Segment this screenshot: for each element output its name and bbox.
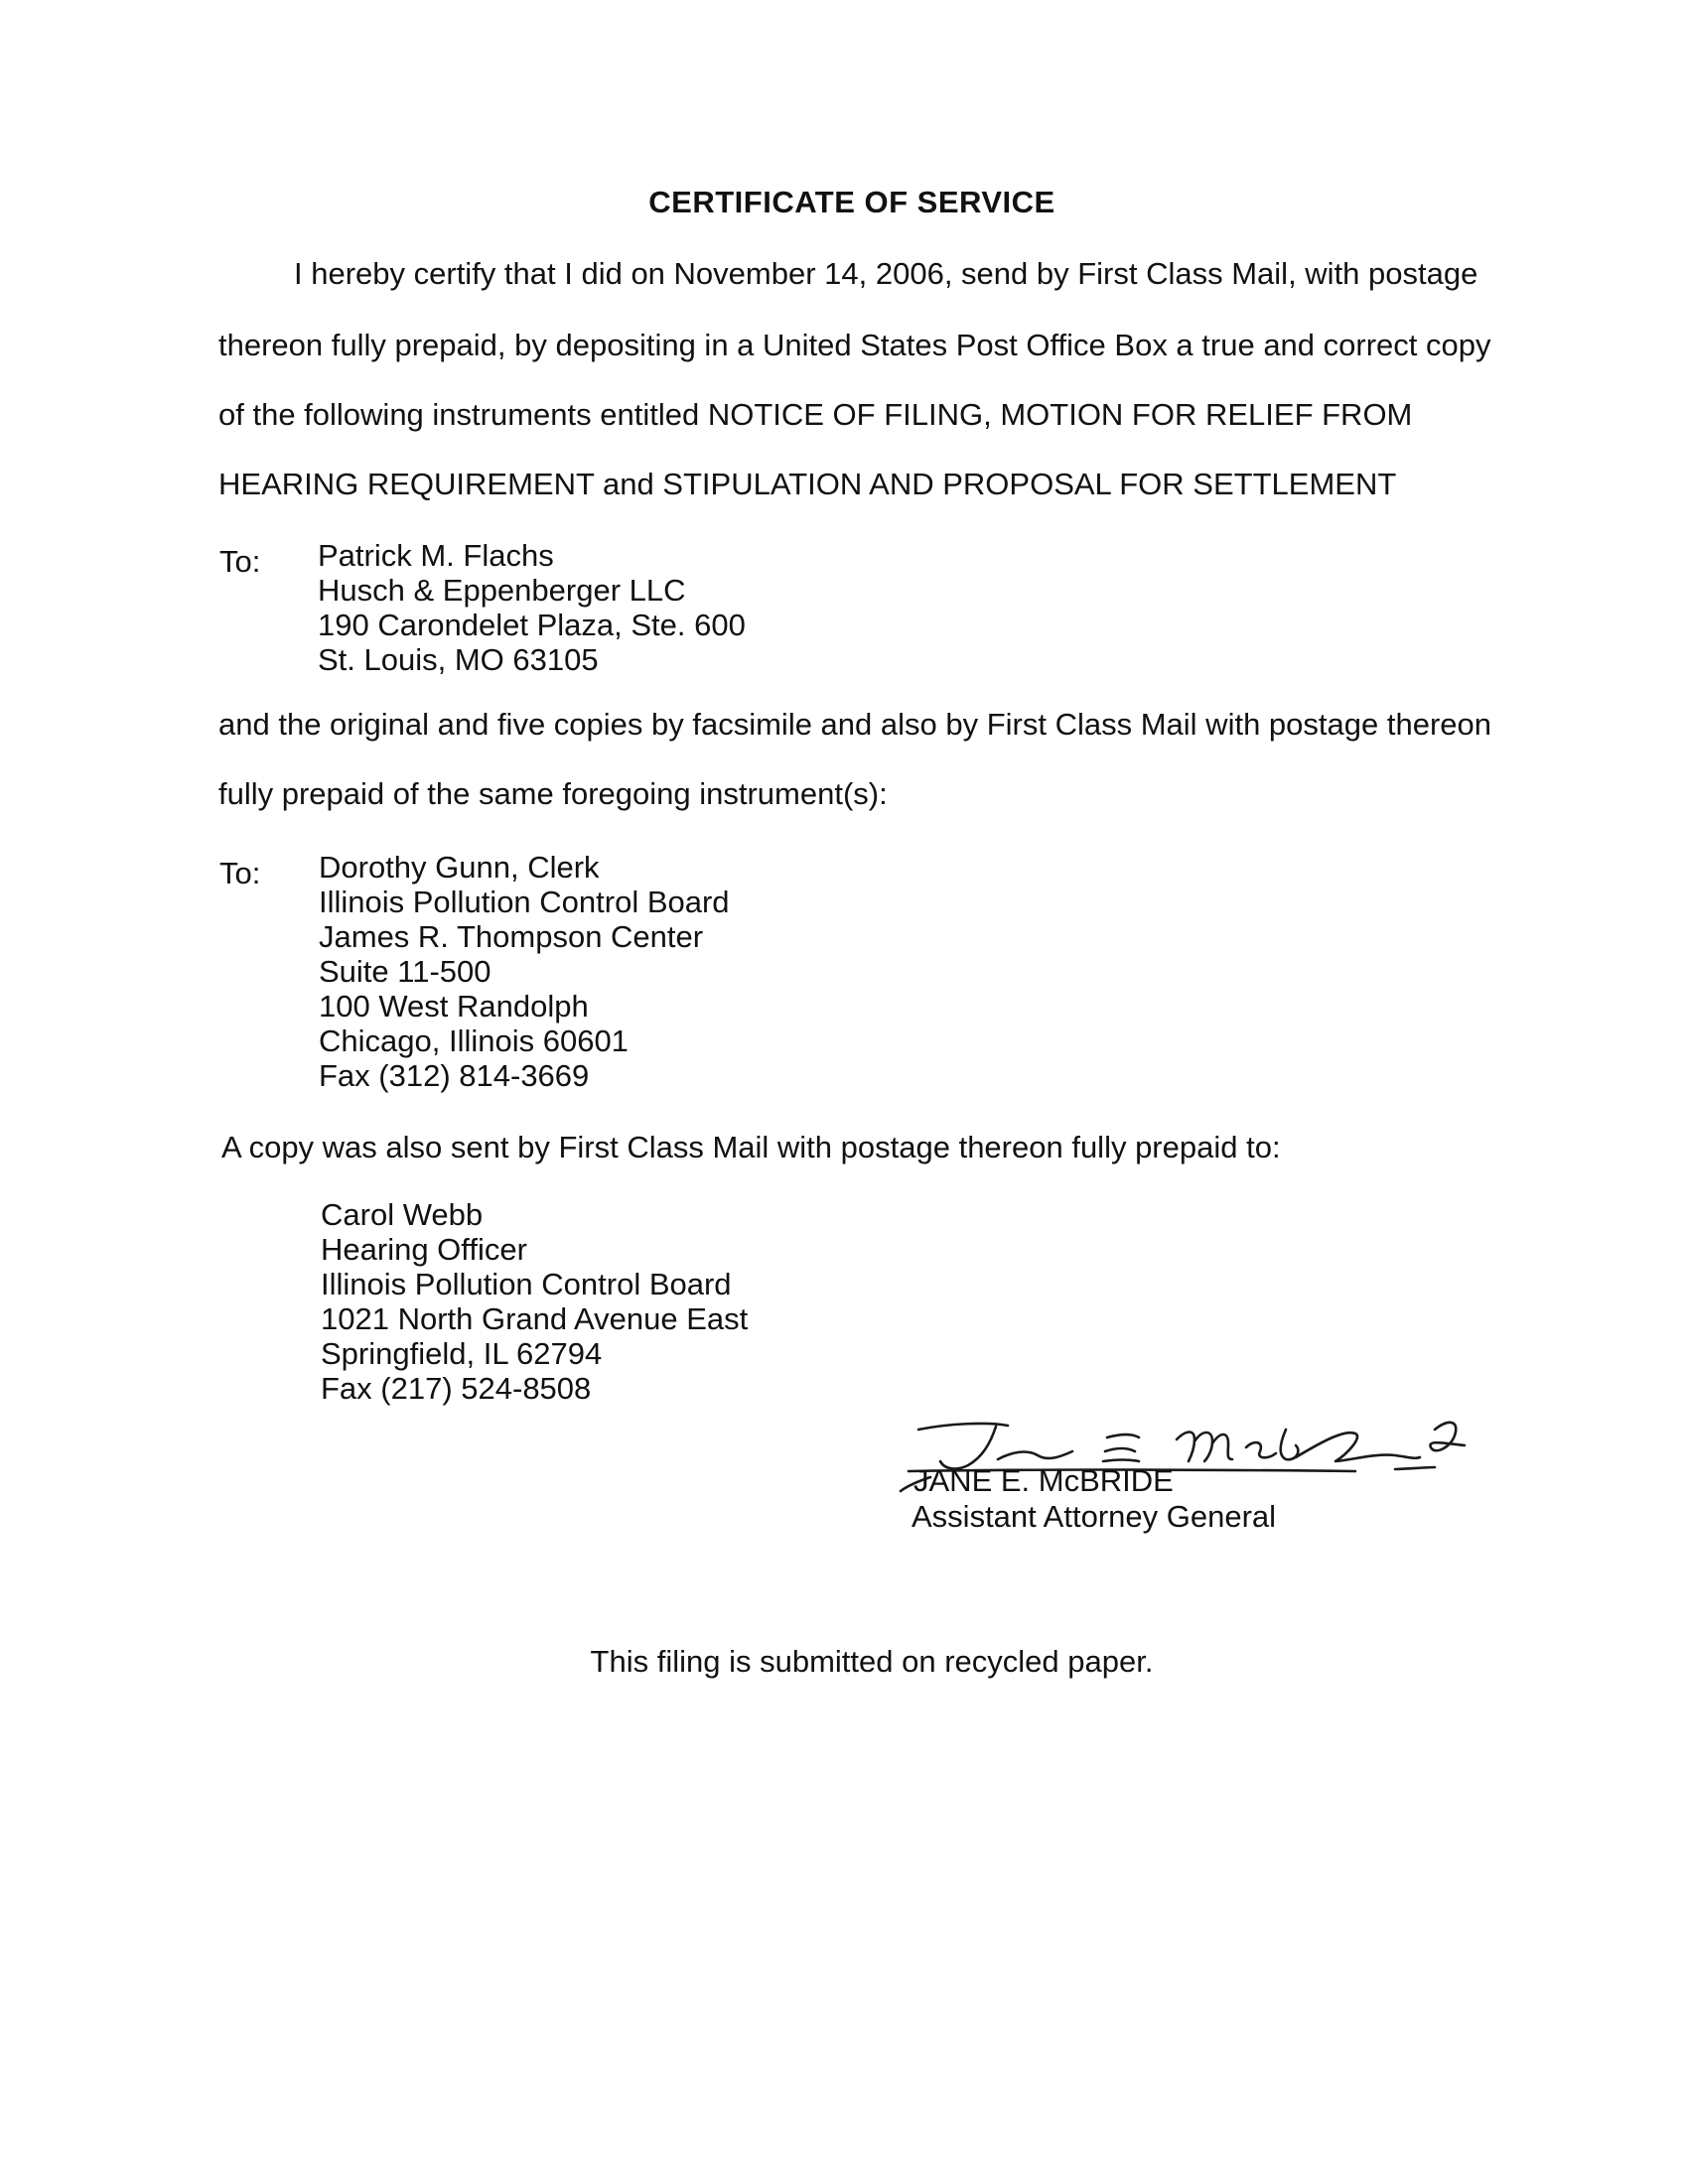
recipient2-line4: Suite 11-500 [319, 954, 491, 989]
recipient3-line2: Hearing Officer [321, 1232, 527, 1267]
recipient3-line6: Fax (217) 524-8508 [321, 1371, 592, 1406]
recipient1-line1: Patrick M. Flachs [318, 538, 554, 573]
recipient1-line3: 190 Carondelet Plaza, Ste. 600 [318, 608, 746, 642]
recipient3-line1: Carol Webb [321, 1197, 484, 1232]
signer-name: JANE E. McBRIDE [913, 1463, 1174, 1498]
paragraph1-line4: HEARING REQUIREMENT and STIPULATION AND PROPOSAL FOR SETTLEMENT [218, 467, 1397, 501]
recipient2-line7: Fax (312) 814-3669 [319, 1058, 590, 1093]
paragraph1-line2: thereon fully prepaid, by depositing in a United States Post Office Box a true and correct copy [218, 328, 1491, 362]
document-title: CERTIFICATE OF SERVICE [648, 185, 1055, 219]
recipient3-line5: Springfield, IL 62794 [321, 1336, 603, 1371]
paragraph1-line1: I hereby certify that I did on November 14, 2006, send by First Class Mail, with postage [294, 256, 1478, 291]
paragraph1-line3: of the following instruments entitled NOTICE OF FILING, MOTION FOR RELIEF FROM [218, 397, 1413, 432]
paragraph2-line1: and the original and five copies by facsimile and also by First Class Mail with postage thereon [218, 707, 1491, 742]
recipient2-line2: Illinois Pollution Control Board [319, 885, 730, 919]
signer-title: Assistant Attorney General [912, 1499, 1277, 1534]
paragraph3: A copy was also sent by First Class Mail with postage thereon fully prepaid to: [221, 1130, 1281, 1164]
recipient3-address [321, 1197, 748, 1406]
paragraph2-line2: fully prepaid of the same foregoing instrument(s): [218, 776, 888, 811]
to-label-2: To: [219, 856, 261, 890]
recipient2-address [319, 850, 730, 1093]
recipient2-line1: Dorothy Gunn, Clerk [319, 850, 600, 885]
to-label-1: To: [219, 544, 261, 579]
footer-note: This filing is submitted on recycled paper. [590, 1644, 1154, 1679]
recipient3-line4: 1021 North Grand Avenue East [321, 1301, 749, 1336]
recipient2-line3: James R. Thompson Center [319, 919, 704, 954]
recipient1-line2: Husch & Eppenberger LLC [318, 573, 686, 608]
recipient3-line3: Illinois Pollution Control Board [321, 1267, 732, 1301]
recipient2-line5: 100 West Randolph [319, 989, 589, 1024]
recipient2-line6: Chicago, Illinois 60601 [319, 1024, 629, 1058]
recipient1-line4: St. Louis, MO 63105 [318, 642, 599, 677]
recipient1-address [318, 538, 746, 677]
